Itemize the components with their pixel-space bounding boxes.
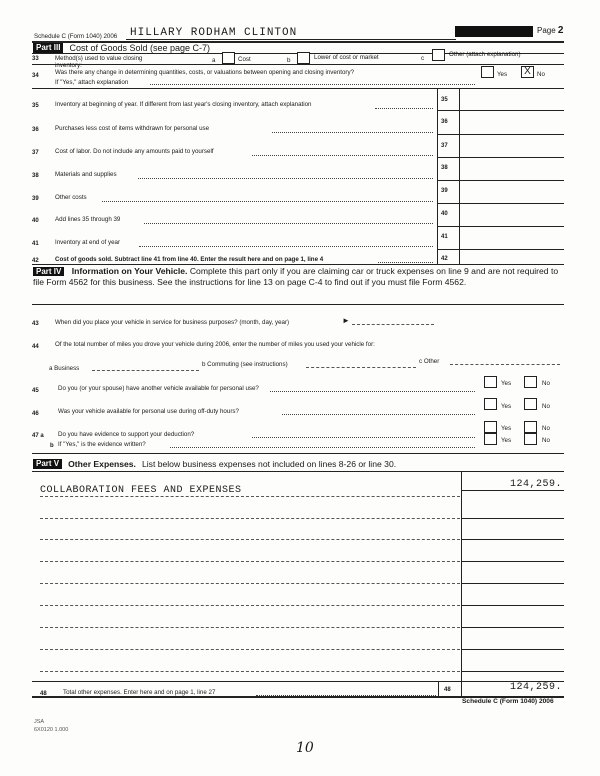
line-40-leader [144,223,433,224]
expense-amount-line[interactable] [462,539,564,540]
line-47a-no-label: No [542,425,550,432]
line-46-yes-label: Yes [501,403,512,410]
line-37-leader [252,155,433,156]
line-36-rule [437,134,564,135]
line-48-box: 48 [444,687,451,693]
line-38-box: 38 [441,165,448,171]
cost-checkbox[interactable] [222,52,235,64]
line-46-yes-checkbox[interactable] [484,398,497,410]
expense-amount-line[interactable] [462,518,564,519]
line-37-box: 37 [441,143,448,149]
expense-row-line[interactable] [40,627,460,628]
name-underline [126,39,456,40]
line-45-yes-label: Yes [501,380,512,387]
expense-row-line[interactable] [40,649,460,650]
expense-description-1: COLLABORATION FEES AND EXPENSES [40,485,242,496]
expense-amount-line[interactable] [462,649,564,650]
expense-row-line [40,496,460,497]
expense-amount-line[interactable] [462,561,564,562]
line-40-rule [437,226,564,227]
line-40-num: 40 [32,218,39,224]
line-45-num: 45 [32,388,39,394]
part4-bottom-rule [32,453,564,454]
expense-amount-line[interactable] [462,671,564,672]
line-43-arrow-icon: ► [342,316,350,325]
line-33-num: 33 [32,56,39,62]
line-46-label: Was your vehicle available for personal use during off-duty hours? [58,408,239,415]
line-38-rule [437,180,564,181]
line-34-leader [150,84,475,85]
line-34-yes-label: Yes [497,71,508,78]
line-35-rule [437,110,564,111]
line-39-num: 39 [32,196,39,202]
line-41-amount[interactable] [460,229,564,248]
line-47b-yes-checkbox[interactable] [484,433,497,445]
form-reference: Schedule C (Form 1040) 2006 [34,33,118,40]
line-39-amount[interactable] [460,183,564,202]
part4-title: Information on Your Vehicle. [71,266,188,276]
line-40-amount[interactable] [460,206,564,225]
part4-heading [33,266,561,288]
line-48-label: Total other expenses. Enter here and on page 1, line 27 [63,689,216,696]
line-47b-leader [170,447,475,448]
part5-title: Other Expenses. [68,459,136,469]
line-37-rule [437,157,564,158]
line-33-rule [32,64,564,65]
line-34-yes-checkbox[interactable] [481,66,494,78]
line-37-label: Cost of labor. Do not include any amounts paid to yourself [55,148,214,155]
line-41-rule [437,249,564,250]
other-method-checkbox[interactable] [432,49,445,61]
line-47b-yes-label: Yes [501,437,512,444]
line-42-num: 42 [32,258,39,264]
line-36-label: Purchases less cost of items withdrawn for personal use [55,125,210,132]
line-47a-label: Do you have evidence to support your deduction? [58,431,195,438]
line-37-num: 37 [32,150,39,156]
expense-amount-line[interactable] [462,605,564,606]
line-40-label: Add lines 35 through 39 [55,216,121,223]
line-46-leader [282,414,475,415]
expense-row-line[interactable] [40,583,460,584]
line-33-a-letter: a [212,57,216,64]
expense-amount-line [462,490,564,491]
line-36-leader [272,132,433,133]
line-44-label: Of the total number of miles you drove your vehicle during 2006, enter the number of miles you used your vehicle for: [55,341,375,348]
taxpayer-name: HILLARY RODHAM CLINTON [130,27,298,39]
part4-badge: Part IV [33,267,64,276]
line-39-label: Other costs [55,194,87,201]
expense-amount-line[interactable] [462,583,564,584]
line-35-box: 35 [441,97,448,103]
footer-code: 6X0120 1.000 [34,727,69,733]
line-38-leader [138,178,433,179]
line-34-rule [32,88,564,89]
part5-heading [33,459,396,469]
line-36-box: 36 [441,119,448,125]
line-33-c-letter: c [421,55,425,62]
line-40-box: 40 [441,211,448,217]
handwritten-page-number: 10 [296,740,314,756]
expense-row-line[interactable] [40,671,460,672]
line-47b-no-checkbox[interactable] [524,433,537,445]
line-47b-num: b [50,443,54,449]
part3-badge: Part III [33,43,63,53]
line-33-label: Method(s) used to value closing inventory: [55,55,143,69]
line-43-num: 43 [32,321,39,327]
line-41-box: 41 [441,234,448,240]
expense-amount-1: 124,259. [509,479,562,490]
part5-rule [32,471,564,472]
line-36-amount[interactable] [460,113,564,132]
part3-title: Cost of Goods Sold (see page C-7) [69,43,211,53]
part3-bottom-rule [32,264,564,265]
line-33-b-letter: b [287,57,291,64]
expense-row-line[interactable] [40,605,460,606]
line-45-no-checkbox[interactable] [524,376,537,388]
line-44a-label: a Business [49,365,80,372]
line-45-leader [270,391,475,392]
line-35-amount[interactable] [460,91,564,110]
line-41-leader [139,246,433,247]
line-48-amount: 124,259. [509,682,562,693]
line-42-amount[interactable] [460,251,564,263]
line-47a-yes-checkbox[interactable] [484,421,497,433]
line-34-label2: If "Yes," attach explanation [55,79,129,86]
line-39-rule [437,203,564,204]
line-44-num: 44 [32,344,39,350]
footer-jsa: JSA [34,719,45,725]
business-miles-entry[interactable] [92,370,199,371]
line-47b-label: If "Yes," is the evidence written? [58,441,146,448]
line-37-amount[interactable] [460,137,564,156]
other-miles-entry[interactable] [450,364,560,365]
line-39-leader [102,201,433,202]
line-38-amount[interactable] [460,160,564,179]
lower-of-cost-checkbox[interactable] [297,52,310,64]
page-label: Page 2 [537,25,564,36]
line-41-label: Inventory at end of year [55,239,121,246]
line-47a-leader [252,437,475,438]
redaction-bar [455,26,533,37]
line-44c-label: c Other [419,358,440,365]
line-46-no-checkbox[interactable] [524,398,537,410]
line-39-box: 39 [441,188,448,194]
line-45-no-label: No [542,380,550,387]
line-47a-num: 47 a [32,433,44,439]
part4-intro: Complete this part only if you are claiming car or truck expenses on line 9 and are not required to file Form 4562 for this business. See the instructions for line 13 on page C-4 to find out if you must file Form 4562. [33,266,559,287]
line-33-a-label: Cost [238,56,251,63]
line-44b-label: b Commuting (see instructions) [202,361,288,368]
line-33-c-label: Other (attach explanation) [449,51,521,58]
line-45-yes-checkbox[interactable] [484,376,497,388]
line-48-num: 48 [40,691,47,697]
amount-column-left [437,88,438,264]
part3-heading [33,43,210,53]
line-47a-yes-label: Yes [501,425,512,432]
expense-row-line[interactable] [40,539,460,540]
part5-subtitle: List below business expenses not included on lines 8-26 or line 30. [141,459,397,469]
line-48-box-left [438,681,439,696]
line-34-label: Was there any change in determining quantities, costs, or valuations between opening and closing inventory? [55,69,355,76]
line-34-num: 34 [32,73,39,79]
expense-amount-line[interactable] [462,627,564,628]
line-38-label: Materials and supplies [55,171,117,178]
line-35-num: 35 [32,103,39,109]
line-46-num: 46 [32,411,39,417]
line-47a-no-checkbox[interactable] [524,421,537,433]
commuting-miles-entry[interactable] [306,367,416,368]
line-42-label: Cost of goods sold. Subtract line 41 from line 40. Enter the result here and on page 1, line 4 [55,256,324,263]
line-34-no-checkbox[interactable]: X [521,66,534,78]
line-34-no-label: No [537,71,545,78]
line-42-box: 42 [441,256,448,262]
footer-form-ref: Schedule C (Form 1040) 2006 [462,698,554,705]
line-35-label: Inventory at beginning of year. If different from last year's closing inventory, attach explanation [55,101,312,108]
expense-row-line[interactable] [40,561,460,562]
line-43-label: When did you place your vehicle in service for business purposes? (month, day, year) [55,319,290,326]
line-42-leader [378,262,433,263]
line-35-leader [375,108,433,109]
line-33-b-label: Lower of cost or market [314,54,379,61]
line-41-num: 41 [32,241,39,247]
part4-rule [32,304,564,305]
line-43-entry[interactable] [352,324,434,325]
line-46-no-label: No [542,403,550,410]
expense-row-line[interactable] [40,518,460,519]
line-36-num: 36 [32,127,39,133]
line-45-label: Do you (or your spouse) have another vehicle available for personal use? [58,385,259,392]
line-38-num: 38 [32,173,39,179]
line-47b-no-label: No [542,437,550,444]
part5-badge: Part V [33,459,62,469]
